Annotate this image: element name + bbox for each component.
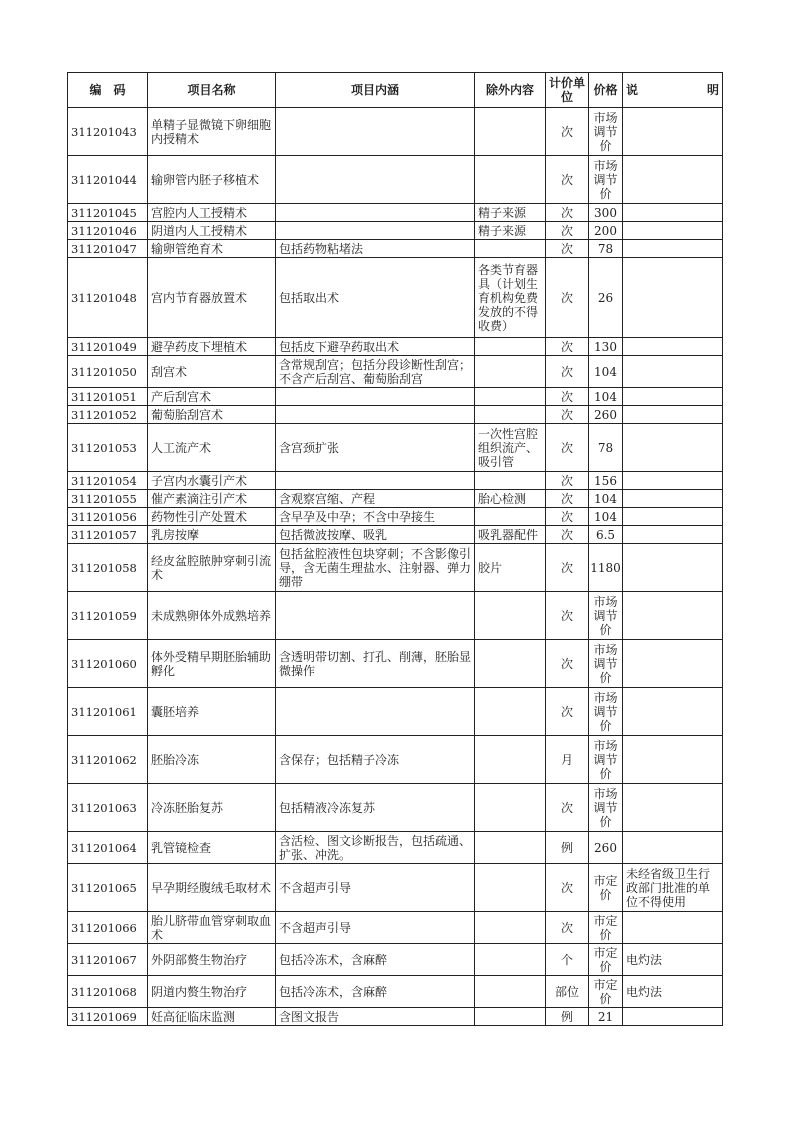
table-row [68, 640, 723, 688]
content-cell: 不含超声引导 [276, 864, 475, 912]
name-cell: 冷冻胚胎复苏 [148, 784, 276, 832]
table-row [68, 1008, 723, 1026]
name-cell: 输卵管内胚子移植术 [148, 156, 276, 204]
price-cell: 78 [589, 424, 623, 472]
exclusion-cell [475, 108, 546, 156]
price-cell: 104 [589, 356, 623, 388]
price-cell: 6.5 [589, 526, 623, 544]
table-row [68, 204, 723, 222]
content-cell: 包括冷冻术，含麻醉 [276, 944, 475, 976]
price-cell: 市场调节价 [589, 640, 623, 688]
note-cell [623, 472, 723, 490]
code-cell: 311201068 [68, 976, 148, 1008]
content-cell: 含常规刮宫；包括分段诊断性刮宫；不含产后刮宫、葡萄胎刮宫 [276, 356, 475, 388]
code-cell: 311201063 [68, 784, 148, 832]
note-cell [623, 688, 723, 736]
name-cell: 胎儿脐带血管穿刺取血术 [148, 912, 276, 944]
header-note [623, 73, 723, 108]
exclusion-cell [475, 976, 546, 1008]
price-cell: 21 [589, 1008, 623, 1026]
table-row [68, 156, 723, 204]
header-code: 编 码 [68, 73, 148, 108]
unit-cell: 次 [546, 356, 589, 388]
note-cell: 电灼法 [623, 976, 723, 1008]
note-cell [623, 204, 723, 222]
unit-cell: 次 [546, 526, 589, 544]
code-cell: 311201049 [68, 338, 148, 356]
unit-cell: 次 [546, 508, 589, 526]
note-cell [623, 258, 723, 338]
unit-cell: 次 [546, 338, 589, 356]
table-row [68, 864, 723, 912]
name-cell: 体外受精早期胚胎辅助孵化 [148, 640, 276, 688]
price-cell: 200 [589, 222, 623, 240]
unit-cell: 次 [546, 784, 589, 832]
table-row [68, 784, 723, 832]
unit-cell: 次 [546, 472, 589, 490]
note-cell [623, 108, 723, 156]
price-cell: 市场调节价 [589, 108, 623, 156]
content-cell: 含图文报告 [276, 1008, 475, 1026]
unit-cell: 次 [546, 688, 589, 736]
header-row [68, 73, 723, 108]
content-cell [276, 472, 475, 490]
content-cell: 包括盆腔液性包块穿刺；不含影像引导，含无菌生理盐水、注射器、弹力绷带 [276, 544, 475, 592]
unit-cell: 次 [546, 912, 589, 944]
note-cell: 未经省级卫生行政部门批准的单位不得使用 [623, 864, 723, 912]
unit-cell: 次 [546, 544, 589, 592]
exclusion-cell [475, 388, 546, 406]
price-cell: 市场调节价 [589, 688, 623, 736]
unit-cell: 次 [546, 388, 589, 406]
table-row [68, 258, 723, 338]
price-cell: 市定价 [589, 864, 623, 912]
code-cell: 311201060 [68, 640, 148, 688]
exclusion-cell [475, 864, 546, 912]
note-cell: 电灼法 [623, 944, 723, 976]
price-cell: 156 [589, 472, 623, 490]
content-cell: 包括微波按摩、吸乳 [276, 526, 475, 544]
code-cell: 311201061 [68, 688, 148, 736]
price-cell: 市场调节价 [589, 156, 623, 204]
price-cell: 市场调节价 [589, 592, 623, 640]
note-cell [623, 832, 723, 864]
name-cell: 阴道内人工授精术 [148, 222, 276, 240]
name-cell: 催产素滴注引产术 [148, 490, 276, 508]
name-cell: 葡萄胎刮宫术 [148, 406, 276, 424]
name-cell: 阴道内赘生物治疗 [148, 976, 276, 1008]
exclusion-cell [475, 338, 546, 356]
content-cell [276, 406, 475, 424]
table-row [68, 356, 723, 388]
code-cell: 311201065 [68, 864, 148, 912]
note-cell [623, 240, 723, 258]
note-cell [623, 356, 723, 388]
code-cell: 311201058 [68, 544, 148, 592]
unit-cell: 例 [546, 1008, 589, 1026]
content-cell: 含保存；包括精子冷冻 [276, 736, 475, 784]
table-row [68, 592, 723, 640]
unit-cell: 次 [546, 258, 589, 338]
name-cell: 囊胚培养 [148, 688, 276, 736]
name-cell: 人工流产术 [148, 424, 276, 472]
exclusion-cell [475, 472, 546, 490]
table-row [68, 490, 723, 508]
table-row [68, 222, 723, 240]
price-cell: 300 [589, 204, 623, 222]
exclusion-cell: 胎心检测 [475, 490, 546, 508]
name-cell: 产后刮宫术 [148, 388, 276, 406]
name-cell: 刮宫术 [148, 356, 276, 388]
table-row [68, 976, 723, 1008]
content-cell [276, 156, 475, 204]
code-cell: 311201054 [68, 472, 148, 490]
code-cell: 311201057 [68, 526, 148, 544]
code-cell: 311201066 [68, 912, 148, 944]
unit-cell: 次 [546, 406, 589, 424]
content-cell: 含活检、图文诊断报告，包括疏通、扩张、冲洗。 [276, 832, 475, 864]
price-cell: 市定价 [589, 912, 623, 944]
table-row [68, 472, 723, 490]
code-cell: 311201048 [68, 258, 148, 338]
content-cell [276, 388, 475, 406]
exclusion-cell [475, 1008, 546, 1026]
code-cell: 311201064 [68, 832, 148, 864]
exclusion-cell [475, 240, 546, 258]
code-cell: 311201055 [68, 490, 148, 508]
name-cell: 经皮盆腔脓肿穿刺引流术 [148, 544, 276, 592]
name-cell: 妊高征临床监测 [148, 1008, 276, 1026]
unit-cell: 月 [546, 736, 589, 784]
table-row [68, 338, 723, 356]
content-cell: 含透明带切割、打孔、削薄，胚胎显微操作 [276, 640, 475, 688]
code-cell: 311201044 [68, 156, 148, 204]
table-row [68, 736, 723, 784]
code-cell: 311201053 [68, 424, 148, 472]
price-cell: 104 [589, 508, 623, 526]
note-cell [623, 640, 723, 688]
price-cell: 130 [589, 338, 623, 356]
name-cell: 输卵管绝育术 [148, 240, 276, 258]
name-cell: 宫腔内人工授精术 [148, 204, 276, 222]
price-cell: 104 [589, 388, 623, 406]
price-cell: 26 [589, 258, 623, 338]
exclusion-cell [475, 736, 546, 784]
content-cell: 含宫颈扩张 [276, 424, 475, 472]
content-cell [276, 688, 475, 736]
code-cell: 311201043 [68, 108, 148, 156]
code-cell: 311201062 [68, 736, 148, 784]
unit-cell: 个 [546, 944, 589, 976]
content-cell [276, 592, 475, 640]
note-cell [623, 784, 723, 832]
table-row [68, 944, 723, 976]
unit-cell: 次 [546, 864, 589, 912]
name-cell: 药物性引产处置术 [148, 508, 276, 526]
content-cell: 不含超声引导 [276, 912, 475, 944]
content-cell: 含观察宫缩、产程 [276, 490, 475, 508]
note-cell [623, 1008, 723, 1026]
unit-cell: 次 [546, 222, 589, 240]
unit-cell: 例 [546, 832, 589, 864]
unit-cell: 次 [546, 108, 589, 156]
exclusion-cell [475, 688, 546, 736]
note-cell [623, 338, 723, 356]
header-unit: 计价单位 [546, 73, 589, 108]
code-cell: 311201045 [68, 204, 148, 222]
exclusion-cell [475, 832, 546, 864]
exclusion-cell: 一次性宫腔组织流产、吸引管 [475, 424, 546, 472]
note-cell [623, 592, 723, 640]
exclusion-cell: 胶片 [475, 544, 546, 592]
name-cell: 子宫内水囊引产术 [148, 472, 276, 490]
header-note-right: 明 [706, 83, 719, 97]
code-cell: 311201050 [68, 356, 148, 388]
content-cell: 包括精液冷冻复苏 [276, 784, 475, 832]
code-cell: 311201067 [68, 944, 148, 976]
note-cell [623, 406, 723, 424]
name-cell: 外阴部赘生物治疗 [148, 944, 276, 976]
name-cell: 未成熟卵体外成熟培养 [148, 592, 276, 640]
exclusion-cell: 吸乳器配件 [475, 526, 546, 544]
code-cell: 311201047 [68, 240, 148, 258]
price-cell: 78 [589, 240, 623, 258]
code-cell: 311201056 [68, 508, 148, 526]
header-price: 价格 [589, 73, 623, 108]
unit-cell: 次 [546, 490, 589, 508]
content-cell [276, 222, 475, 240]
exclusion-cell [475, 912, 546, 944]
price-cell: 1180 [589, 544, 623, 592]
exclusion-cell: 精子来源 [475, 204, 546, 222]
price-cell: 260 [589, 406, 623, 424]
table-row [68, 108, 723, 156]
price-cell: 市场调节价 [589, 736, 623, 784]
unit-cell: 次 [546, 156, 589, 204]
content-cell [276, 108, 475, 156]
table-row [68, 406, 723, 424]
code-cell: 311201059 [68, 592, 148, 640]
note-cell [623, 544, 723, 592]
exclusion-cell [475, 406, 546, 424]
name-cell: 乳管镜检查 [148, 832, 276, 864]
header-name: 项目名称 [148, 73, 276, 108]
name-cell: 胚胎冷冻 [148, 736, 276, 784]
table-row [68, 526, 723, 544]
content-cell: 包括药物粘堵法 [276, 240, 475, 258]
code-cell: 311201069 [68, 1008, 148, 1026]
note-cell [623, 222, 723, 240]
unit-cell: 次 [546, 592, 589, 640]
exclusion-cell [475, 784, 546, 832]
table-row [68, 832, 723, 864]
price-cell: 260 [589, 832, 623, 864]
table-row [68, 424, 723, 472]
content-cell: 含早孕及中孕；不含中孕接生 [276, 508, 475, 526]
table-row [68, 508, 723, 526]
unit-cell: 次 [546, 424, 589, 472]
table-row [68, 388, 723, 406]
fee-schedule-table [67, 72, 723, 1026]
exclusion-cell [475, 356, 546, 388]
unit-cell: 次 [546, 204, 589, 222]
exclusion-cell: 各类节育器具（计划生育机构免费发放的不得收费） [475, 258, 546, 338]
content-cell: 包括皮下避孕药取出术 [276, 338, 475, 356]
note-cell [623, 156, 723, 204]
header-exclusion: 除外内容 [475, 73, 546, 108]
name-cell: 乳房按摩 [148, 526, 276, 544]
unit-cell: 次 [546, 240, 589, 258]
exclusion-cell [475, 156, 546, 204]
table-row [68, 688, 723, 736]
name-cell: 单精子显微镜下卵细胞内授精术 [148, 108, 276, 156]
name-cell: 早孕期经腹绒毛取材术 [148, 864, 276, 912]
price-cell: 市场调节价 [589, 784, 623, 832]
exclusion-cell [475, 508, 546, 526]
content-cell: 包括取出术 [276, 258, 475, 338]
price-cell: 104 [589, 490, 623, 508]
table-row [68, 240, 723, 258]
code-cell: 311201052 [68, 406, 148, 424]
note-cell [623, 736, 723, 784]
name-cell: 避孕药皮下埋植术 [148, 338, 276, 356]
code-cell: 311201051 [68, 388, 148, 406]
header-note-left: 说 [626, 83, 639, 97]
note-cell [623, 526, 723, 544]
note-cell [623, 912, 723, 944]
price-cell: 市定价 [589, 976, 623, 1008]
note-cell [623, 388, 723, 406]
unit-cell: 部位 [546, 976, 589, 1008]
code-cell: 311201046 [68, 222, 148, 240]
price-cell: 市定价 [589, 944, 623, 976]
note-cell [623, 424, 723, 472]
header-content: 项目内涵 [276, 73, 475, 108]
content-cell [276, 204, 475, 222]
name-cell: 宫内节育器放置术 [148, 258, 276, 338]
content-cell: 包括冷冻术，含麻醉 [276, 976, 475, 1008]
unit-cell: 次 [546, 640, 589, 688]
table-row [68, 912, 723, 944]
table-row [68, 544, 723, 592]
exclusion-cell [475, 944, 546, 976]
note-cell [623, 490, 723, 508]
note-cell [623, 508, 723, 526]
exclusion-cell [475, 640, 546, 688]
exclusion-cell [475, 592, 546, 640]
exclusion-cell: 精子来源 [475, 222, 546, 240]
